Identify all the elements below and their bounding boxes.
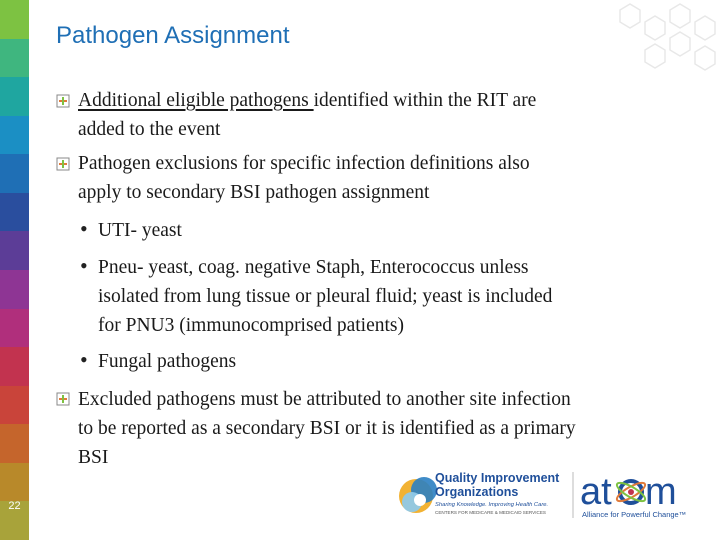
sidebar-band	[0, 424, 29, 463]
sub-bullet-dot: •	[80, 216, 88, 241]
bullet-3-line1: Excluded pathogens must be attributed to another site infection	[78, 389, 571, 410]
qio-logo	[390, 462, 710, 528]
bullet-icon	[56, 392, 70, 406]
sidebar-band	[0, 270, 29, 309]
sidebar-band	[0, 39, 29, 78]
bullet-icon	[56, 94, 70, 108]
sub-bullet-3: Fungal pathogens	[98, 351, 237, 372]
slide-title: Pathogen Assignment	[56, 22, 290, 49]
qio-line1: Quality Improvement	[435, 471, 560, 485]
sidebar-band	[0, 463, 29, 502]
bullet-1-line2: added to the event	[78, 119, 221, 140]
qio-tagline: Sharing Knowledge. Improving Health Care.	[435, 502, 549, 508]
sidebar-band	[0, 0, 29, 39]
sidebar-band	[0, 77, 29, 116]
sidebar-band	[0, 193, 29, 232]
atom-m: m	[645, 471, 677, 513]
bullet-1-underlined: Additional eligible pathogens	[78, 90, 314, 111]
bullet-text-2	[78, 149, 698, 207]
color-sidebar	[0, 0, 29, 540]
sub-bullet-2-line1: Pneu- yeast, coag. negative Staph, Enterococcus unless	[98, 257, 529, 278]
sidebar-band	[0, 347, 29, 386]
sub-bullet-dot: •	[80, 253, 88, 278]
sidebar-band	[0, 309, 29, 348]
atom-a: at	[580, 471, 612, 513]
sub-bullet-1: UTI- yeast	[98, 220, 182, 241]
hexagon-pattern	[550, 0, 720, 90]
bullet-icon	[56, 157, 70, 171]
qio-line2: Organizations	[435, 485, 519, 499]
bullet-text-1	[78, 86, 698, 144]
sidebar-band	[0, 154, 29, 193]
sidebar-band	[0, 231, 29, 270]
slide-number: 22	[8, 500, 21, 512]
sidebar-band	[0, 116, 29, 155]
logo-area	[390, 462, 710, 528]
bullet-1-rest: identified within the RIT are	[313, 90, 537, 111]
sub-bullet-dot: •	[80, 347, 88, 372]
bullet-3-line2: to be reported as a secondary BSI or it is identified as a primary	[78, 418, 576, 439]
sub-bullet-2-line3: for PNU3 (immunocomprised patients)	[98, 315, 404, 336]
bullet-text-3	[78, 385, 708, 472]
sidebar-band	[0, 386, 29, 425]
atom-icon	[615, 480, 648, 505]
bullet-3-line3: BSI	[78, 447, 109, 468]
sub-bullet-2-line2: isolated from lung tissue or pleural fluid; yeast is included	[98, 286, 553, 307]
atom-tagline: Alliance for Powerful Change™	[582, 510, 687, 519]
bullet-2-line2: apply to secondary BSI pathogen assignment	[78, 182, 430, 203]
qio-sub: CENTERS FOR MEDICARE & MEDICAID SERVICES	[435, 510, 546, 515]
sub-bullet-2	[98, 253, 698, 340]
bullet-2-line1: Pathogen exclusions for specific infection definitions also	[78, 153, 530, 174]
